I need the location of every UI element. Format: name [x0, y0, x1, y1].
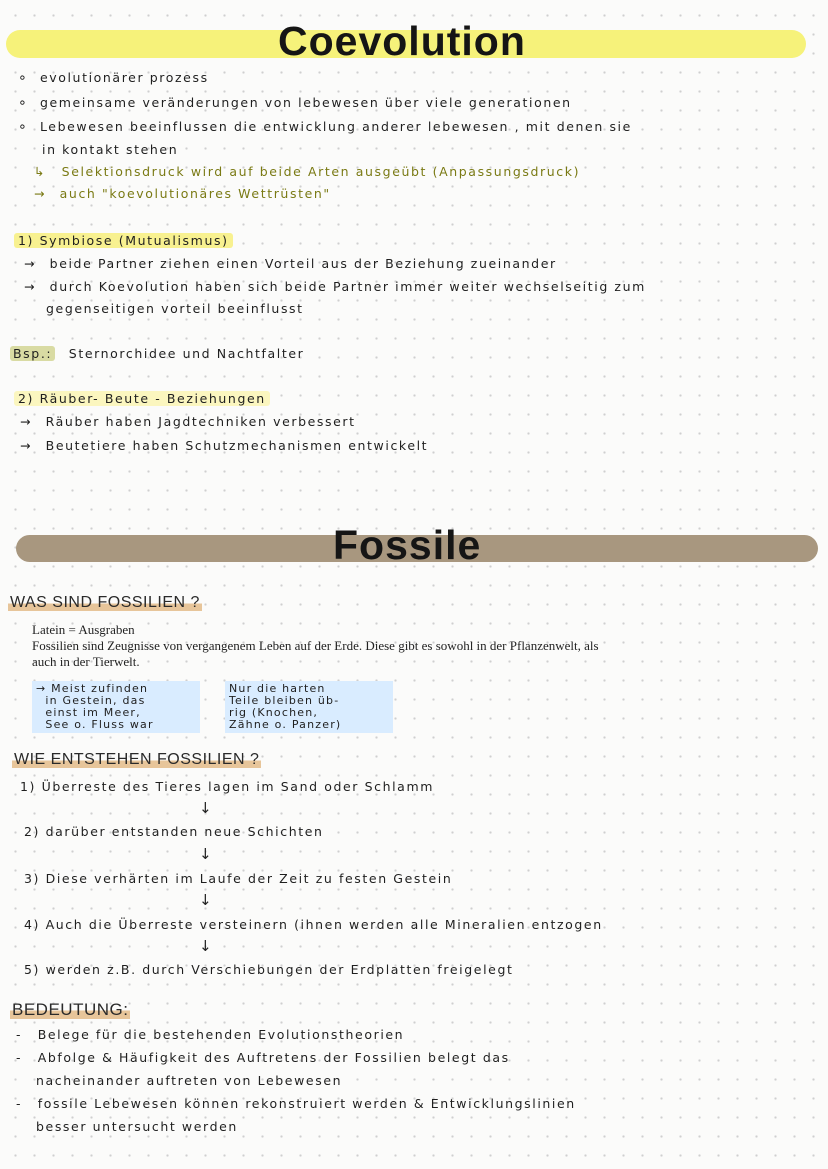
- bedeutung-heading: BEDEUTUNG:: [12, 1000, 129, 1019]
- arms-race-note: → auch "koevolutionäres Wettrüsten": [34, 186, 331, 201]
- formation-step: 1) Überreste des Tieres lagen im Sand oder Schlamm: [20, 779, 434, 794]
- circle-bullet-icon: ∘: [18, 119, 29, 135]
- circle-bullet-icon: ∘: [18, 70, 29, 86]
- selection-note: ↳ Selektionsdruck wird auf beide Arten ausgeübt (Anpassungsdruck): [34, 164, 581, 179]
- bedeutung-item: - Abfolge & Häufigkeit des Auftretens der Fossilien belegt das: [16, 1050, 510, 1065]
- arrow-icon: →: [24, 256, 37, 271]
- bedeutung-item: - fossile Lebewesen können rekonstruiert werden & Entwicklungslinien: [16, 1096, 576, 1111]
- bedeutung-item: - Belege für die bestehenden Evolutionstheorien: [16, 1027, 405, 1042]
- dash-bullet-icon: -: [16, 1096, 23, 1111]
- page-title-fossile: Fossile: [333, 522, 482, 568]
- bullet-item: ∘ gemeinsame veränderungen von lebewesen über viele generationen: [18, 95, 572, 111]
- raeuber-heading: 2) Räuber- Beute - Beziehungen: [14, 391, 270, 406]
- note-hard-parts: Nur die harten Teile bleiben üb- rig (Knochen, Zähne o. Panzer): [225, 681, 393, 733]
- formation-step: 2) darüber entstanden neue Schichten: [24, 824, 324, 839]
- bullet-continuation: in kontakt stehen: [42, 142, 179, 157]
- symbiose-point-continuation: gegenseitigen vorteil beeinflusst: [46, 301, 304, 316]
- note-where-found: → Meist zufinden in Gestein, das einst im Meer, See o. Fluss war: [32, 681, 200, 733]
- formation-step: 5) werden z.B. durch Verschiebungen der Erdplatten freigelegt: [24, 962, 514, 977]
- arrow-down-icon: ↓: [199, 799, 212, 817]
- example-line: Bsp.: Sternorchidee und Nachtfalter: [10, 346, 304, 361]
- symbiose-point: → beide Partner ziehen einen Vorteil aus der Beziehung zueinander: [24, 256, 557, 271]
- fossil-definition: Fossilien sind Zeugnisse von vergangenem Leben auf der Erde. Diese gibt es sowohl in der Pflanzenwelt, als: [32, 638, 599, 653]
- arrow-down-icon: ↓: [199, 891, 212, 909]
- was-sind-fossilien-heading: WAS SIND FOSSILIEN ?: [10, 594, 200, 611]
- circle-bullet-icon: ∘: [18, 95, 29, 111]
- bullet-item: ∘ Lebewesen beeinflussen die entwicklung anderer lebewesen , mit denen sie: [18, 119, 632, 135]
- arrow-icon: →: [34, 186, 47, 201]
- raeuber-point: → Beutetiere haben Schutzmechanismen entwickelt: [20, 438, 429, 453]
- bedeutung-item-continuation: besser untersucht werden: [36, 1119, 238, 1134]
- arrow-down-icon: ↓: [199, 937, 212, 955]
- dash-bullet-icon: -: [16, 1050, 23, 1065]
- arrow-icon: →: [20, 414, 33, 429]
- raeuber-point: → Räuber haben Jagdtechniken verbessert: [20, 414, 356, 429]
- bullet-item: ∘ evolutionärer prozess: [18, 70, 209, 86]
- page-title-coevolution: Coevolution: [278, 18, 526, 64]
- latin-meaning: Latein = Ausgraben: [32, 622, 135, 637]
- dash-bullet-icon: -: [16, 1027, 23, 1042]
- symbiose-point: → durch Koevolution haben sich beide Partner immer weiter wechselseitig zum: [24, 279, 646, 294]
- arrow-icon: →: [20, 438, 33, 453]
- formation-step: 3) Diese verhärten im Laufe der Zeit zu festen Gestein: [24, 871, 453, 886]
- bedeutung-item-continuation: nacheinander auftreten von Lebewesen: [36, 1073, 343, 1088]
- wie-entstehen-heading: WIE ENTSTEHEN FOSSILIEN ?: [14, 751, 260, 768]
- arrow-icon: →: [24, 279, 37, 294]
- symbiose-heading: 1) Symbiose (Mutualismus): [14, 233, 233, 248]
- hook-arrow-icon: ↳: [34, 164, 47, 179]
- arrow-down-icon: ↓: [199, 845, 212, 863]
- fossil-definition-continuation: auch in der Tierwelt.: [32, 654, 140, 669]
- formation-step: 4) Auch die Überreste versteinern (ihnen werden alle Mineralien entzogen: [24, 917, 603, 932]
